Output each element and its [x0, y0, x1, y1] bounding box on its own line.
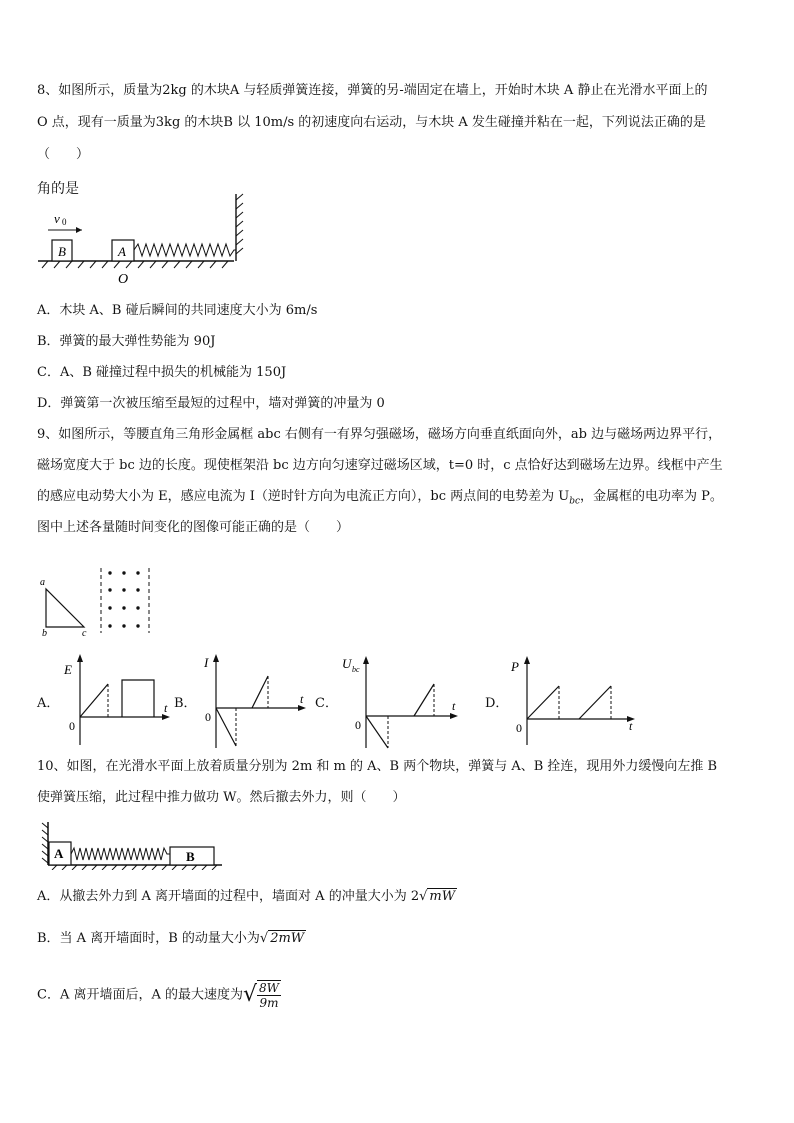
- q10-option-a: A．从撤去外力到 A 离开墙面的过程中，墙面对 A 的冲量大小为 2√ mW: [37, 889, 456, 904]
- q9-stem-line2: 磁场宽度大于 bc 边的长度。现使框架沿 bc 边方向匀速穿过磁场区域，t=0 时，c 点恰好达到磁场左边界。线框中产生: [37, 458, 723, 473]
- graph-a-axis-label: E: [64, 662, 72, 677]
- graph-c-axis-label: U: [342, 656, 352, 671]
- graph-c-t-label: t: [452, 699, 456, 713]
- graph-c-origin: 0: [355, 718, 361, 732]
- graph-b-axis-label: I: [204, 655, 209, 670]
- vertex-c-label: c: [82, 628, 87, 639]
- spring: [134, 244, 236, 256]
- q8-option-d: D．弹簧第一次被压缩至最短的过程中，墙对弹簧的冲量为 0: [37, 396, 385, 411]
- q9-graph-c: [338, 650, 468, 750]
- q8-stem-line1: 8、如图所示，质量为2kg 的木块A 与轻质弹簧连接，弹簧的另-端固定在墙上，开始时木块 A 静止在光滑水平面上的: [37, 83, 708, 98]
- graph-b-t-label: t: [300, 692, 304, 706]
- q8-option-a: A．木块 A、B 碰后瞬间的共同速度大小为 6m/s: [37, 303, 318, 318]
- q8-figure: [34, 192, 244, 287]
- q8-option-b: B．弹簧的最大弹性势能为 90J: [37, 334, 216, 349]
- block-a-label: A: [54, 846, 64, 861]
- q8-fragment-text: 角的是: [37, 181, 79, 197]
- q9-stem-line3: 的感应电动势大小为 E，感应电流为 I（逆时针方向为电流正方向），bc 两点间的电势差为 $U_{bc}$，金属框的电功率为 P。: [37, 489, 723, 507]
- q8-stem-line2: O 点，现有一质量为3kg 的木块B 以 10m/s 的初速度向右运动，与木块 A 发生碰撞并粘在一起，下列说法正确的是: [37, 115, 706, 130]
- vertex-b-label: b: [42, 628, 47, 639]
- graph-b-origin: 0: [205, 710, 211, 724]
- q8-stem-line3: （ ）: [37, 147, 90, 162]
- q10-figure: [40, 820, 225, 870]
- q9-stem-line1: 9、如图所示，等腰直角三角形金属框 abc 右侧有一有界匀强磁场，磁场方向垂直纸面向外，ab 边与磁场两边界平行，: [37, 427, 722, 442]
- q9-option-b-label: B．: [174, 696, 197, 711]
- q10-option-c: C．A 离开墙面后，A 的最大速度为√ $\frac{8W}{9m}$: [37, 981, 279, 1010]
- block-b-label: B: [58, 244, 66, 259]
- q9-option-c-label: C．: [315, 696, 338, 711]
- graph-d-t-label: t: [629, 719, 633, 733]
- q10-option-b: B．当 A 离开墙面时，B 的动量大小为√ 2mW: [37, 931, 305, 946]
- q9-graph-a: [60, 650, 175, 750]
- graph-d-origin: 0: [516, 721, 522, 735]
- magnetic-field-dots: [108, 571, 139, 627]
- q9-graph-b: [196, 650, 311, 750]
- graph-d-axis-label: P: [511, 659, 519, 674]
- graph-c-axis-subscript: bc: [352, 665, 360, 674]
- spring: [71, 848, 170, 860]
- block-b-label: B: [186, 849, 195, 864]
- vertex-a-label: a: [40, 577, 45, 588]
- q9-figure: [36, 565, 156, 640]
- q9-stem-line4: 图中上述各量随时间变化的图像可能正确的是（ ）: [37, 520, 350, 535]
- q10-stem-line1: 10、如图，在光滑水平面上放着质量分别为 2m 和 m 的 A、B 两个物块，弹簧与 A、B 拴连，现用外力缓慢向左推 B: [37, 759, 718, 774]
- q8-option-c: C．A、B 碰撞过程中损失的机械能为 150J: [37, 365, 287, 380]
- q10-stem-line2: 使弹簧压缩，此过程中推力做功 W。然后撤去外力，则（ ）: [37, 790, 406, 805]
- q9-option-d-label: D．: [485, 696, 509, 711]
- q9-option-a-label: A．: [37, 696, 60, 711]
- graph-a-origin: 0: [69, 719, 75, 733]
- block-a-label: A: [118, 244, 126, 259]
- v0-label: v: [54, 211, 60, 226]
- q9-graph-d: [507, 650, 647, 750]
- origin-o-label: O: [118, 272, 129, 287]
- v0-subscript: 0: [62, 217, 67, 227]
- graph-a-t-label: t: [164, 701, 168, 715]
- triangle-frame: [46, 589, 84, 627]
